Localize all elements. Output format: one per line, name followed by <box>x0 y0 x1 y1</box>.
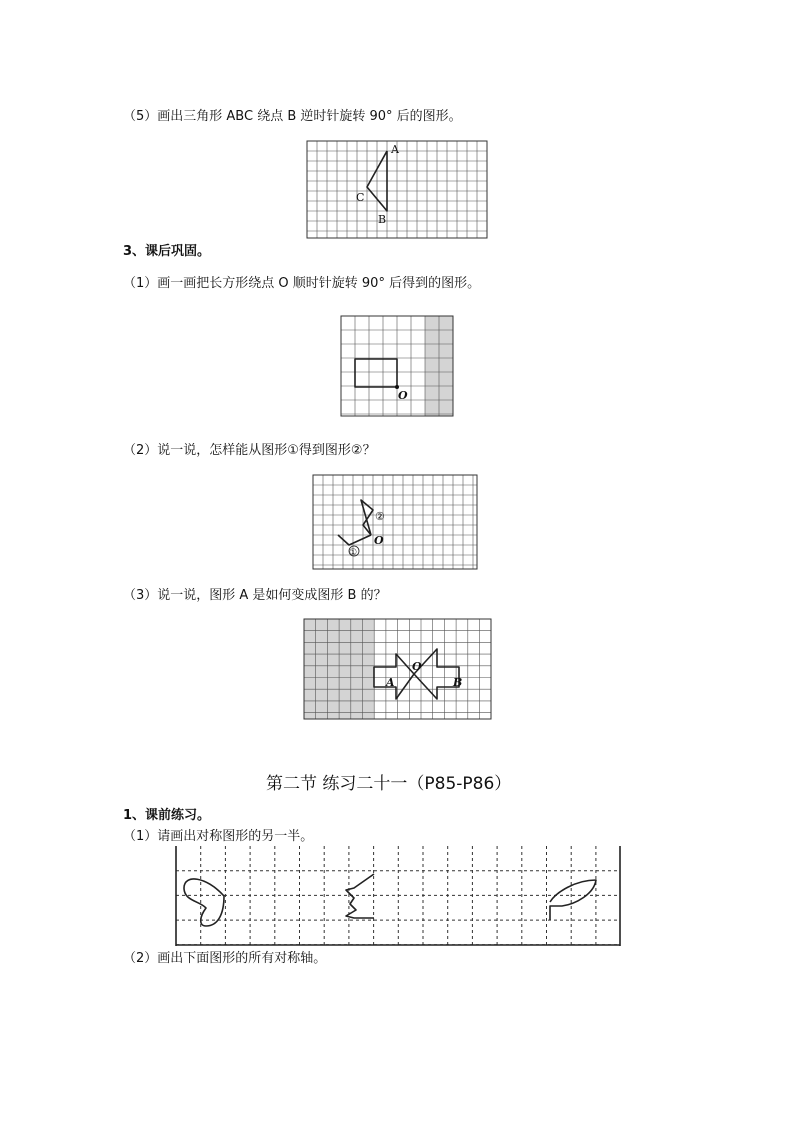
s3-q2-text: （2）说一说，怎样能从图形①得到图形②？ <box>123 443 376 458</box>
section3-title: 3、课后巩固。 <box>123 244 211 259</box>
s3-q2-label-o: O <box>374 534 384 547</box>
s3-q3-label-b: B <box>453 676 463 689</box>
q5-grid-figure <box>307 141 487 238</box>
s3-q3-label-a: A <box>386 676 395 689</box>
part1-q1-dashed-grid-figure <box>176 846 620 946</box>
part1-q1-text: （1）请画出对称图形的另一半。 <box>123 829 314 844</box>
q5-label-b: B <box>378 213 387 226</box>
s3-q1-text: （1）画一画把长方形绕点 O 顺时针旋转 90° 后得到的图形。 <box>123 276 481 291</box>
s3-q3-label-o: O <box>412 660 422 673</box>
part1-q2-text: （2）画出下面图形的所有对称轴。 <box>123 951 327 966</box>
q5-label-c: C <box>356 191 365 204</box>
s3-q1-grid-figure <box>341 316 453 416</box>
s3-q3-grid-figure <box>304 619 491 719</box>
s3-q2-label-1: ① <box>349 548 358 558</box>
part1-title: 1、课前练习。 <box>123 808 211 823</box>
q5-label-a: A <box>391 143 399 156</box>
s3-q2-label-2: ② <box>375 510 385 523</box>
s3-q2-grid-figure <box>313 475 477 569</box>
s3-q3-text: （3）说一说，图形 A 是如何变成图形 B 的？ <box>123 588 387 603</box>
s3-q1-label-o: O <box>398 389 408 402</box>
q5-text: （5）画出三角形 ABC 绕点 B 逆时针旋转 90° 后的图形。 <box>123 109 462 124</box>
section-heading: 第二节 练习二十一（P85-P86） <box>266 774 512 794</box>
